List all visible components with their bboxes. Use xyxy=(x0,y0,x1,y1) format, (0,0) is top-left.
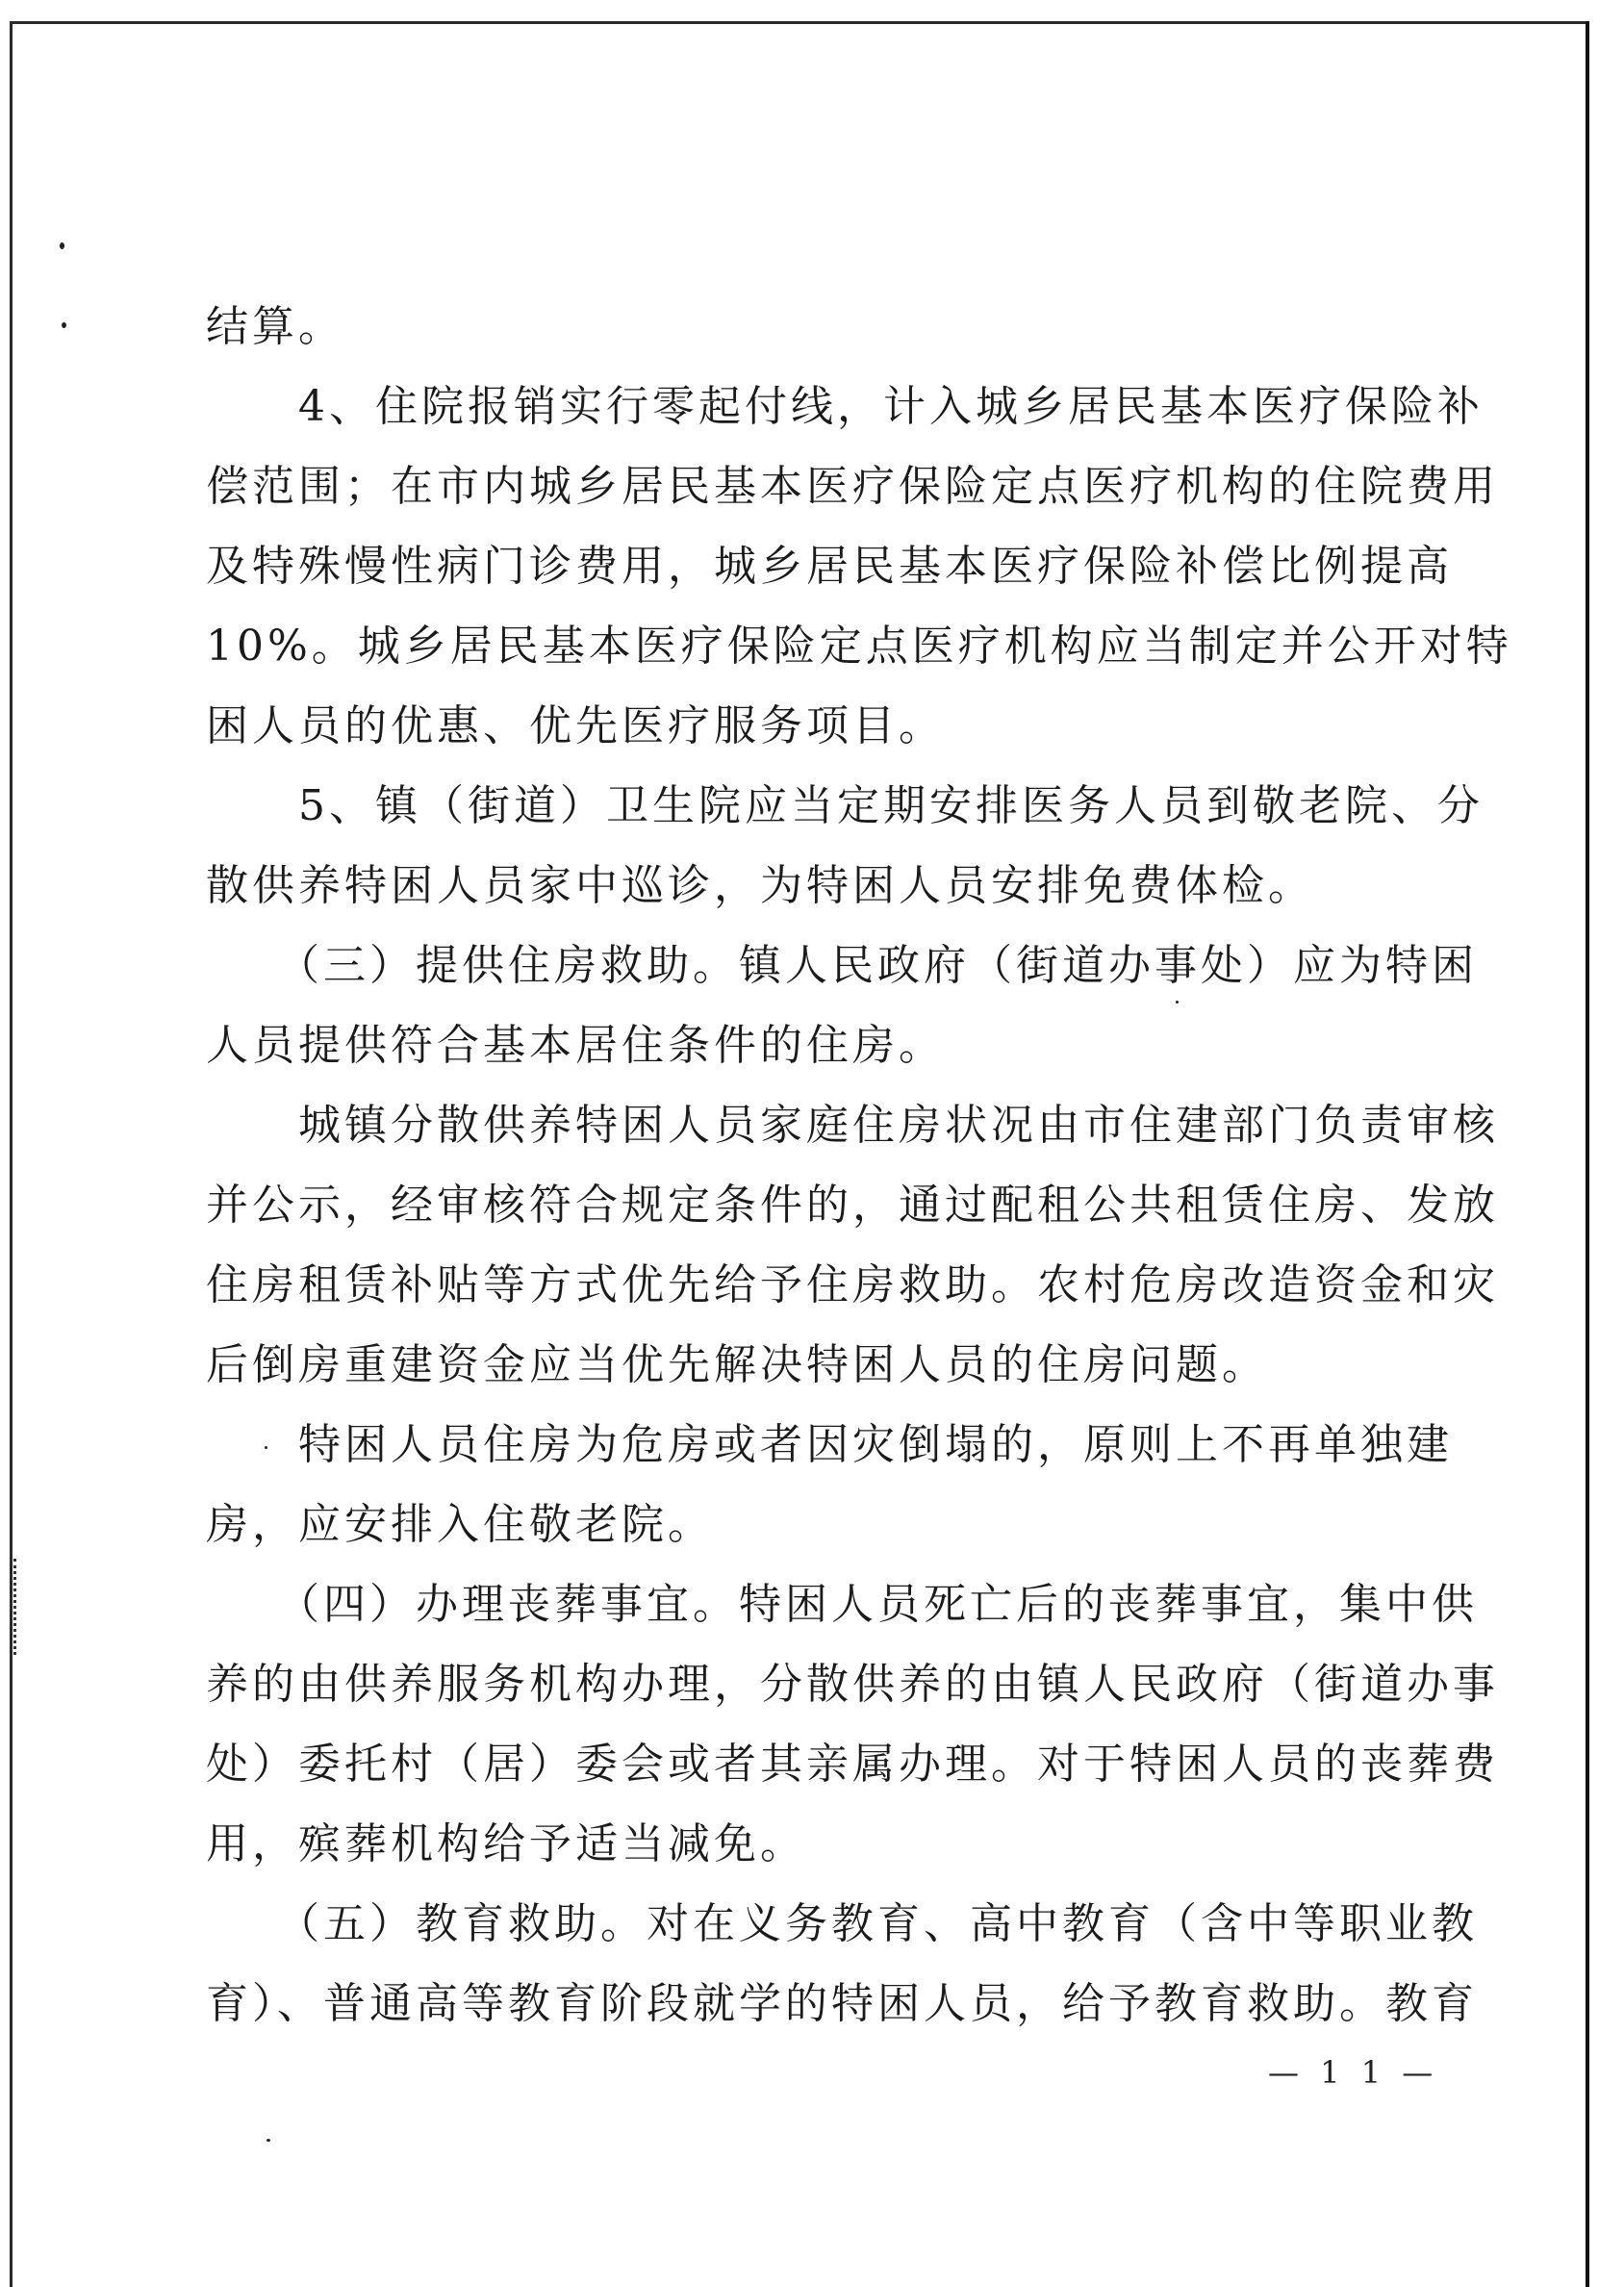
text-line: 偿范围；在市内城乡居民基本医疗保险定点医疗机构的住院费用 xyxy=(206,462,1499,511)
text-line: 4、住院报销实行零起付线，计入城乡居民基本医疗保险补 xyxy=(206,382,1484,431)
text-line: 房，应安排入住敬老院。 xyxy=(206,1500,714,1549)
text-line: 特困人员住房为危房或者因灾倒塌的，原则上不再单独建 xyxy=(206,1420,1453,1469)
text-line: 5、镇（街道）卫生院应当定期安排医务人员到敬老院、分 xyxy=(206,781,1484,830)
text-line: 结算。 xyxy=(206,302,344,351)
text-line: 并公示，经审核符合规定条件的，通过配租公共租赁住房、发放 xyxy=(206,1181,1499,1230)
page-number: — 1 1 — xyxy=(1268,2054,1439,2091)
text-line: （四）办理丧葬事宜。特困人员死亡后的丧葬事宜，集中供 xyxy=(206,1580,1478,1629)
text-line: （五）教育救助。对在义务教育、高中教育（含中等职业教 xyxy=(206,1899,1478,1948)
scan-speck xyxy=(62,322,66,328)
text-line: 育）、普通高等教育阶段就学的特困人员，给予教育救助。教育 xyxy=(206,1979,1478,2028)
text-line: 养的由供养服务机构办理，分散供养的由镇人民政府（街道办事 xyxy=(206,1660,1499,1709)
scan-edge-top xyxy=(10,21,1589,24)
scan-speck xyxy=(60,242,64,249)
text-line: 后倒房重建资金应当优先解决特困人员的住房问题。 xyxy=(206,1340,1268,1389)
scan-speck xyxy=(266,2139,270,2142)
scan-edge-left xyxy=(10,21,13,2287)
document-body xyxy=(206,287,1512,2044)
text-line: 住房租赁补贴等方式优先给予住房救助。农村危房改造资金和灾 xyxy=(206,1260,1499,1309)
text-line: 及特殊慢性病门诊费用，城乡居民基本医疗保险补偿比例提高 xyxy=(206,542,1453,591)
text-line: 处）委托村（居）委会或者其亲属办理。对于特困人员的丧葬费 xyxy=(206,1740,1499,1789)
text-line: 10%。城乡居民基本医疗保险定点医疗机构应当制定并公开对特 xyxy=(206,622,1512,671)
text-line: 困人员的优惠、优先医疗服务项目。 xyxy=(206,701,945,750)
text-line: 人员提供符合基本居住条件的住房。 xyxy=(206,1021,945,1070)
text-line: （三）提供住房救助。镇人民政府（街道办事处）应为特困 xyxy=(206,941,1478,990)
text-line: 散供养特困人员家中巡诊，为特困人员安排免费体检。 xyxy=(206,861,1314,910)
text-line: 用，殡葬机构给予适当减免。 xyxy=(206,1819,806,1868)
scan-edge-right xyxy=(1586,21,1589,2287)
text-line: 城镇分散供养特困人员家庭住房状况由市住建部门负责审核 xyxy=(206,1101,1499,1150)
binding-mark xyxy=(13,1559,34,1655)
